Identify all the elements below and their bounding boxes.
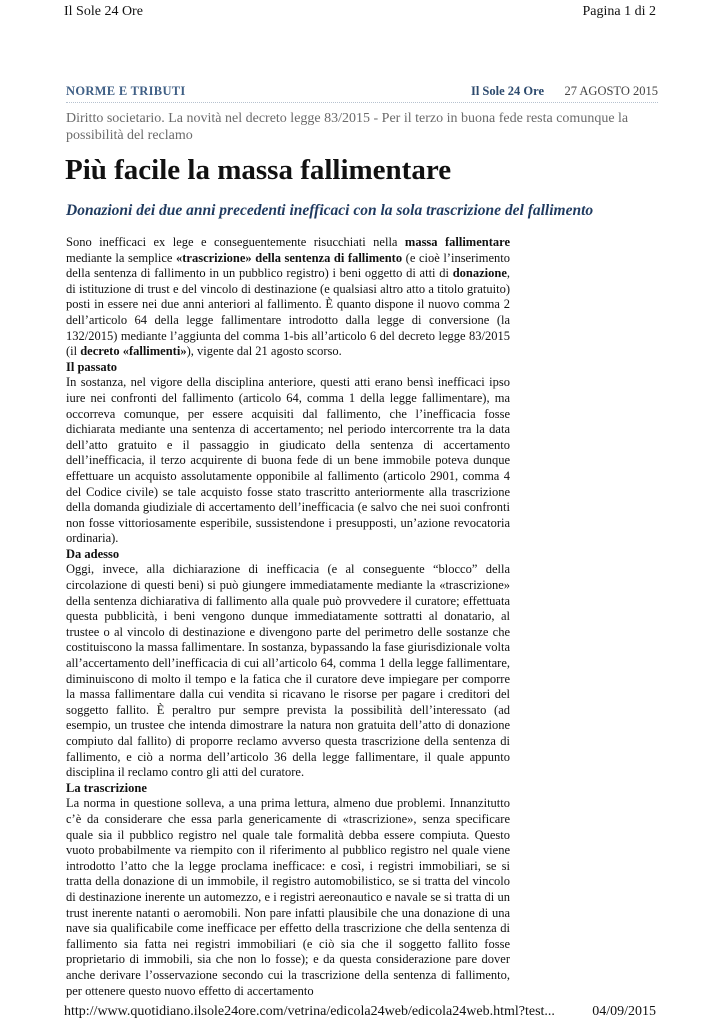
- article-headline: Più facile la massa fallimentare: [65, 154, 452, 186]
- text-run: Sono inefficaci ex lege e conseguentemente risucchiati nella: [66, 235, 405, 249]
- paragraph-intro: [66, 235, 510, 360]
- keyword-massa-fallimentare: massa fallimentare: [404, 235, 510, 249]
- text-run: mediante la semplice: [66, 250, 176, 265]
- print-header: [64, 4, 656, 24]
- subheading-trascrizione: La trascrizione: [66, 780, 147, 795]
- paragraph-passato: In sostanza, nel vigore della disciplina anteriore, questi atti erano bensì inefficaci ipso iure nei confronti del fallimento (articolo 64, comma 1 della legge fallimentare), ma occorreva comunque, per essere acquisiti dal fallimento, che l’inefficacia fosse dichiarata mediante una sentenza di accertamento; nel periodo intercorrente tra la data dell’atto gratuito e il passaggio in giudicato della sentenza di accertamento dell’inefficacia, il terzo acquirente di buona fede di un bene immobile poteva dunque effettuare un acquisto assolutamente opponibile al fallimento (articolo 2901, comma 4 del Codice civile) se tale acquisto fosse stato trascritto anteriormente alla trascrizione della domanda giudiziale di accertamento dell’inefficacia (e salvo che nei suoi confronti non fosse vittoriosamente esperibile, sussistendone i presupposti, un’azione revocatoria ordinaria).: [66, 375, 510, 546]
- subheading-adesso: Da adesso: [66, 546, 120, 561]
- issue-date: 27 AGOSTO 2015: [564, 84, 658, 98]
- text-run: , di istituzione di trust e del vincolo di destinazione (e qualsiasi altro atto a titolo gratuito) posti in essere nei due anni anteriori al fallimento. È quanto dispone il nuovo comma 2 dell’articolo 64 della legge fallimentare introdotto dalla legge di conversione (la 132/2015) mediante l’aggiunta del comma 1-bis all’articolo 6 del decreto legge 83/2015 (il: [66, 266, 510, 359]
- text-run: (e cioè l’inserimento della sentenza di fallimento in un pubblico registro) i beni oggetto di atti di: [66, 250, 510, 281]
- paragraph-trascrizione: La norma in questione solleva, a una prima lettura, almeno due problemi. Innanzitutto c’è da considerare che essa parla genericamente di «trascrizione», senza specificare quale sia il pubblico registro nel quale tale formalità debba essere compiuta. Questo vuoto probabilmente va riempito con il riferimento al pubblico registro nel quale viene introdotto l’atto che la legge proclama inefficace: e così, i registri immobiliari, se si tratta della donazione di un immobile, il registro automobilistico, se si tratta del vincolo di destinazione inerente un automezzo, e i registri aereonautico e navale se si tratta di un trust inerente natanti o aeromobili. Non pare infatti plausibile che una donazione di una nave sia qualificabile come inefficace per effetto della trascrizione che della sentenza di fallimento sia fatta nei registri immobiliari (e ciò sia che il soggetto fallito fosse proprietario di immobili, sia che non lo fosse); e da questa considerazione pare dover anche derivare l’osservazione secondo cui la trascrizione della sentenza di fallimento, per ottenere questo nuovo effetto di accertamento: [66, 796, 510, 998]
- newspaper-brand[interactable]: Il Sole 24 Ore: [470, 84, 544, 98]
- subheading-passato: Il passato: [66, 359, 118, 374]
- print-footer: [64, 1004, 656, 1022]
- paragraph-adesso: Oggi, invece, alla dichiarazione di inefficacia (e al conseguente “blocco” della circolazione di questi beni) si può giungere immediatamente mediante la «trascrizione» della sentenza dichiarativa di fallimento alla quale può provvedere il curatore; effettuata questa pubblicità, i beni vengono dunque immediatamente sottratti al donatario, al trustee o al vincolo di destinazione e divengono parte del perimetro delle sostanze che costituiscono la massa fallimentare. In sostanza, bypassando la fase giurisdizionale volta all’accertamento dell’inefficacia di cui all’articolo 64, comma 1 della legge fallimentare, diminuiscono di molto il tempo e la fatica che il curatore deve impiegare per comporre la massa fallimentare dalla cui vendita si ricavano le risorse per pagare i creditori del soggetto fallito. È peraltro pur sempre prevista la possibilità dell’interessato (ad esempio, un trustee che intenda dimostrare la natura non gratuita dell’atto di donazione compiuto dal fallito) di proporre reclamo avverso questa trascrizione della sentenza di fallimento, e ciò a norma dell’articolo 36 della legge fallimentare, il quale appunto disciplina il reclamo contro gli atti del curatore.: [66, 562, 510, 780]
- article-occhiello: Donazioni dei due anni precedenti inefficaci con la sola trascrizione del fallimento: [66, 202, 594, 219]
- keyword-donazione: donazione: [452, 266, 507, 281]
- keyword-decreto-fallimenti: decreto «fallimenti»: [80, 344, 187, 359]
- print-header-source: Il Sole 24 Ore: [64, 4, 143, 19]
- article-subtitle: Diritto societario. La novità nel decreto legge 83/2015 - Per il terzo in buona fede resta comunque la possibilità del reclamo: [66, 111, 629, 143]
- section-name[interactable]: NORME E TRIBUTI: [66, 84, 186, 98]
- article-body: [66, 235, 510, 999]
- section-bar: [66, 84, 658, 103]
- print-header-page-number: Pagina 1 di 2: [582, 4, 656, 19]
- print-date: 04/09/2015: [592, 1004, 656, 1019]
- keyword-trascrizione-sentenza: «trascrizione» della sentenza di fallimento: [176, 250, 403, 265]
- source-url: http://www.quotidiano.ilsole24ore.com/vetrina/edicola24web/edicola24web.html?test...: [64, 1004, 555, 1019]
- text-run: ), vigente dal 21 agosto scorso.: [186, 344, 342, 359]
